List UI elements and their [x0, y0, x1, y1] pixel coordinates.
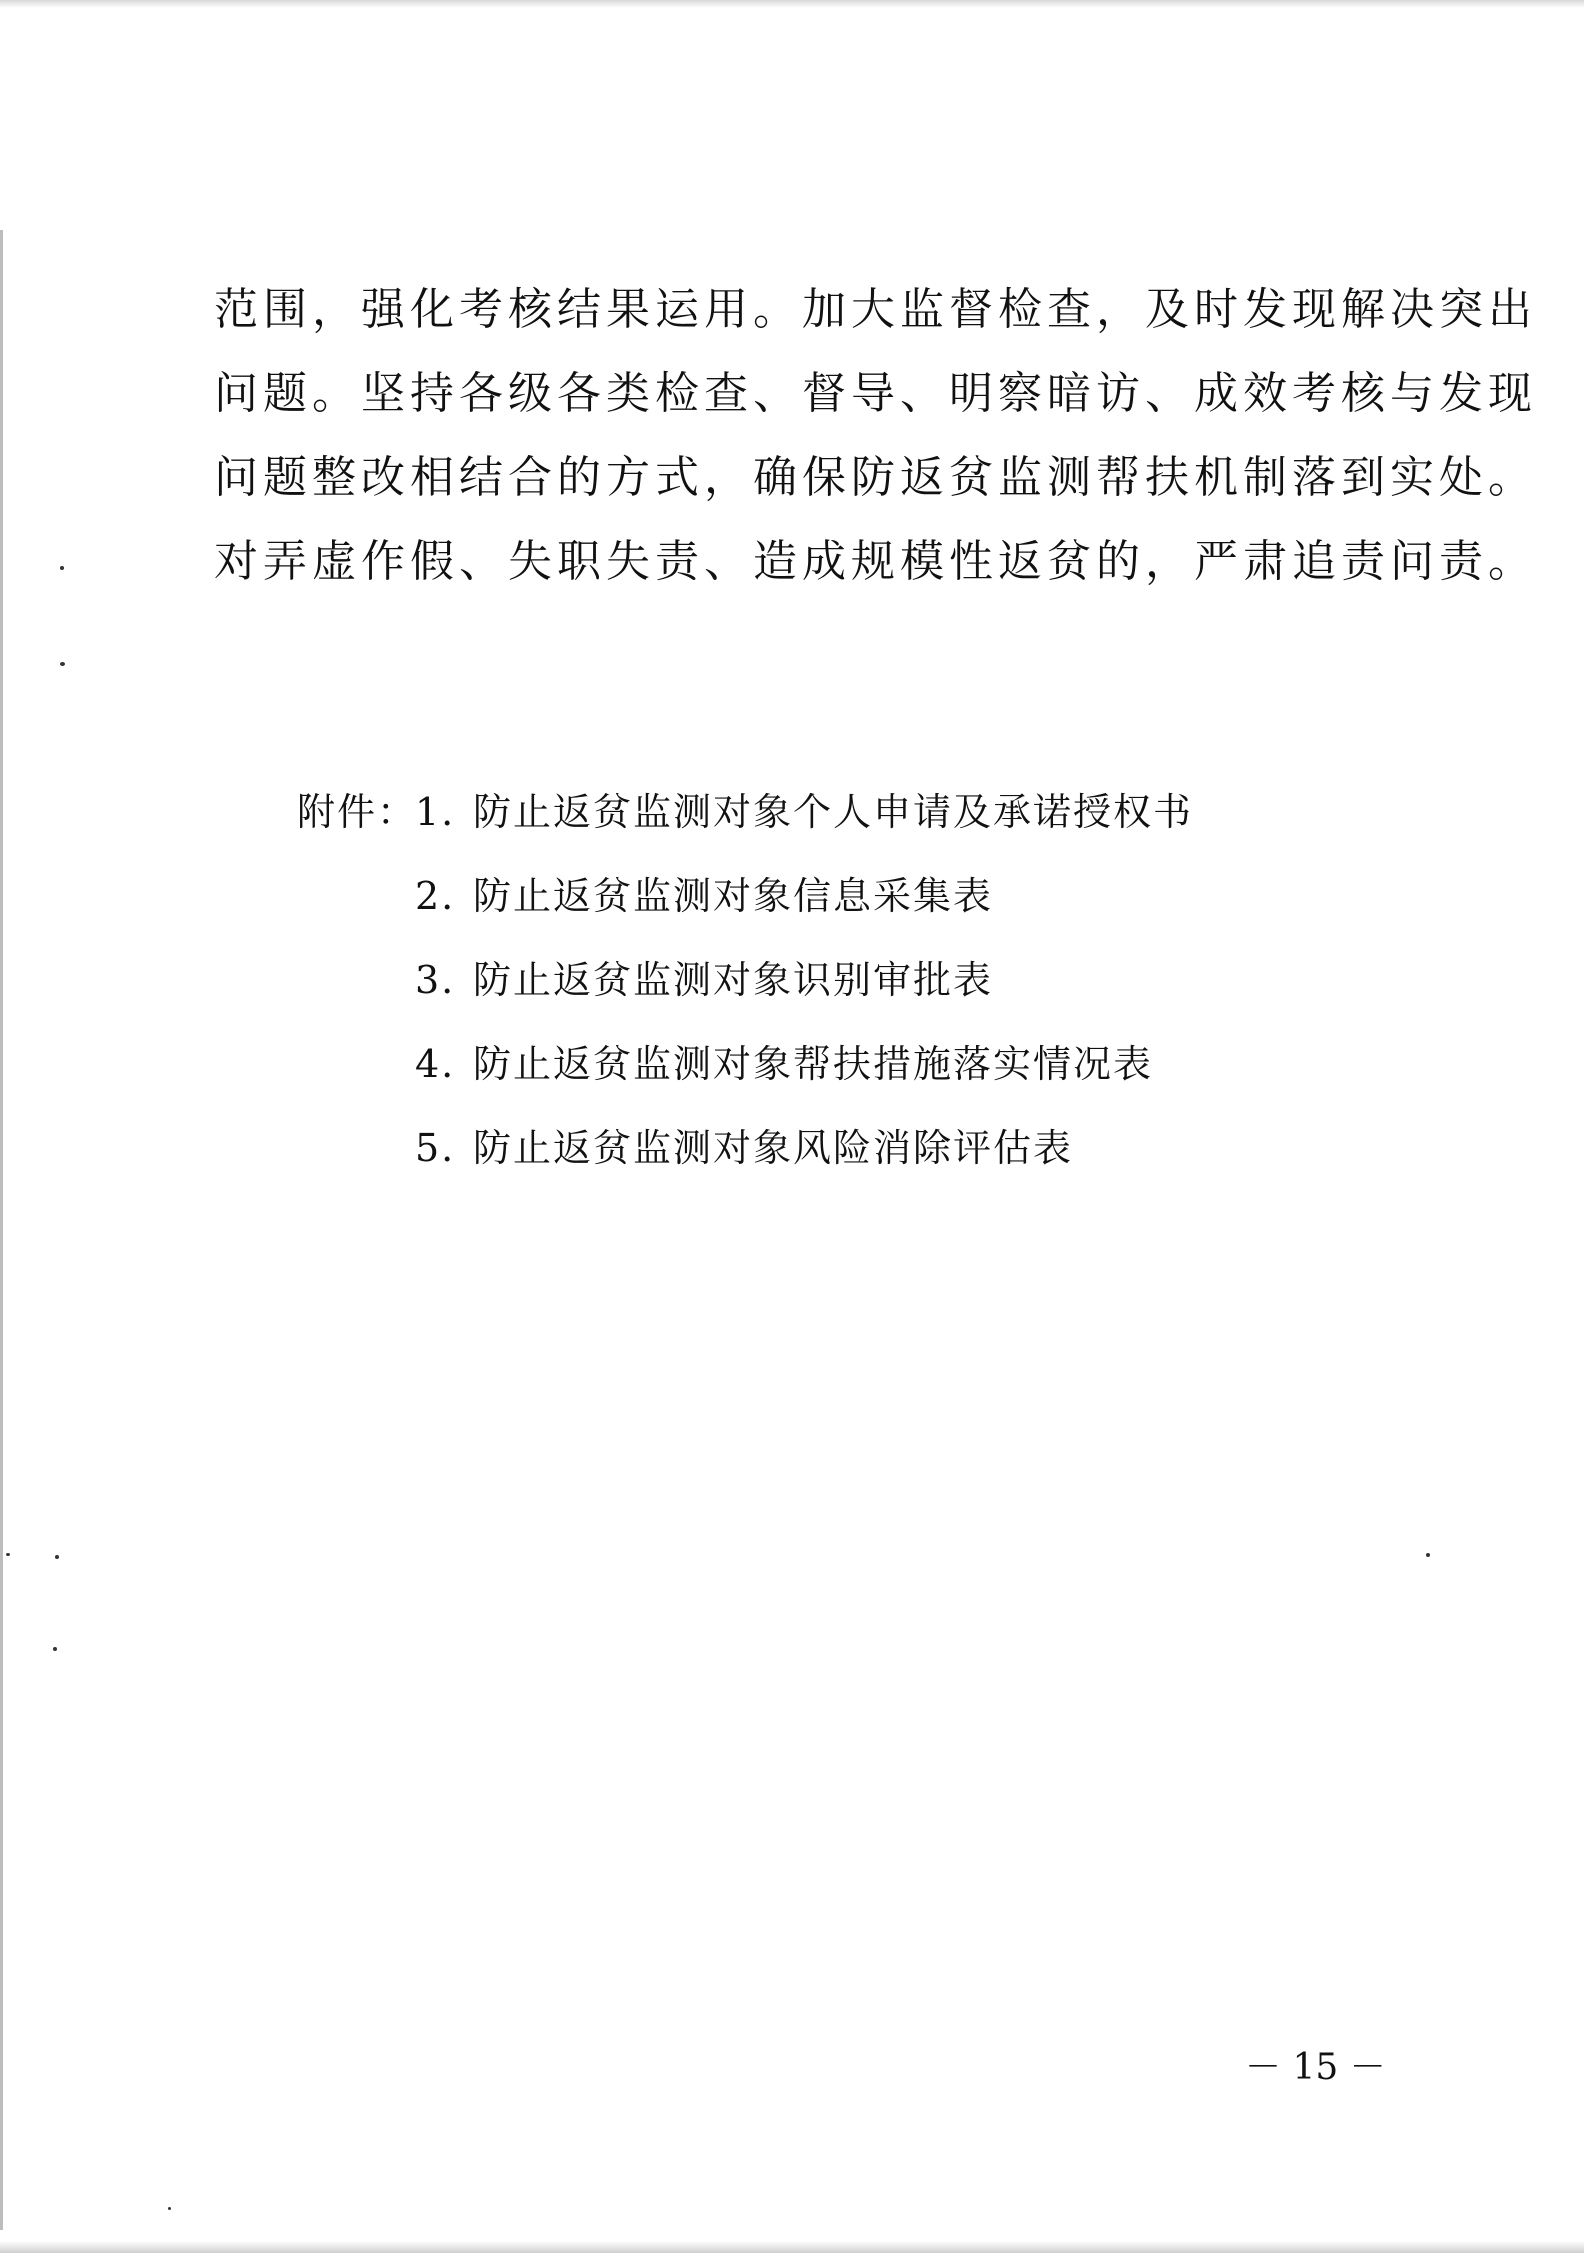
attachment-item [297, 854, 1297, 938]
scan-speck [168, 2207, 171, 2210]
attachment-indent [297, 1106, 415, 1190]
scan-speck [60, 662, 65, 666]
attachment-item [297, 1022, 1297, 1106]
attachment-title: 防止返贫监测对象信息采集表 [473, 874, 994, 918]
attachment-title: 防止返贫监测对象识别审批表 [473, 958, 994, 1002]
body-line: 问题整改相结合的方式，确保防返贫监测帮扶机制落到实处。 [214, 452, 1537, 503]
scan-edge-bottom [0, 2241, 1584, 2253]
attachment-indent [297, 938, 415, 1022]
attachments-list [297, 770, 1297, 1190]
attachment-number: 1. [415, 790, 456, 834]
attachment-item [297, 938, 1297, 1022]
scan-speck [55, 1555, 59, 1559]
attachment-number: 2. [415, 874, 456, 918]
scan-speck [60, 566, 64, 570]
scan-speck [53, 1647, 57, 1651]
attachment-number: 4. [415, 1042, 456, 1086]
attachment-number: 3. [415, 958, 456, 1002]
attachment-title: 防止返贫监测对象风险消除评估表 [473, 1126, 1074, 1170]
body-line: 范围，强化考核结果运用。加大监督检查，及时发现解决突出 [214, 284, 1537, 335]
attachment-title: 防止返贫监测对象个人申请及承诺授权书 [473, 790, 1194, 834]
scan-edge-left [0, 230, 3, 2230]
scan-speck [1426, 1553, 1430, 1557]
scan-edge-top [0, 0, 1584, 8]
attachments-label: 附件： [297, 790, 418, 834]
attachment-item [297, 1106, 1297, 1190]
attachment-indent [297, 1022, 415, 1106]
body-line: 对弄虚作假、失职失责、造成规模性返贫的，严肃追责问责。 [214, 536, 1537, 587]
attachment-title: 防止返贫监测对象帮扶措施落实情况表 [473, 1042, 1154, 1086]
attachment-number: 5. [415, 1126, 456, 1170]
attachment-indent [297, 854, 415, 938]
body-line: 问题。坚持各级各类检查、督导、明察暗访、成效考核与发现 [214, 368, 1537, 419]
attachment-item [297, 770, 1297, 854]
page-number: － 15 － [1245, 2047, 1386, 2088]
scan-speck [6, 1553, 10, 1556]
body-paragraph [214, 268, 1537, 604]
